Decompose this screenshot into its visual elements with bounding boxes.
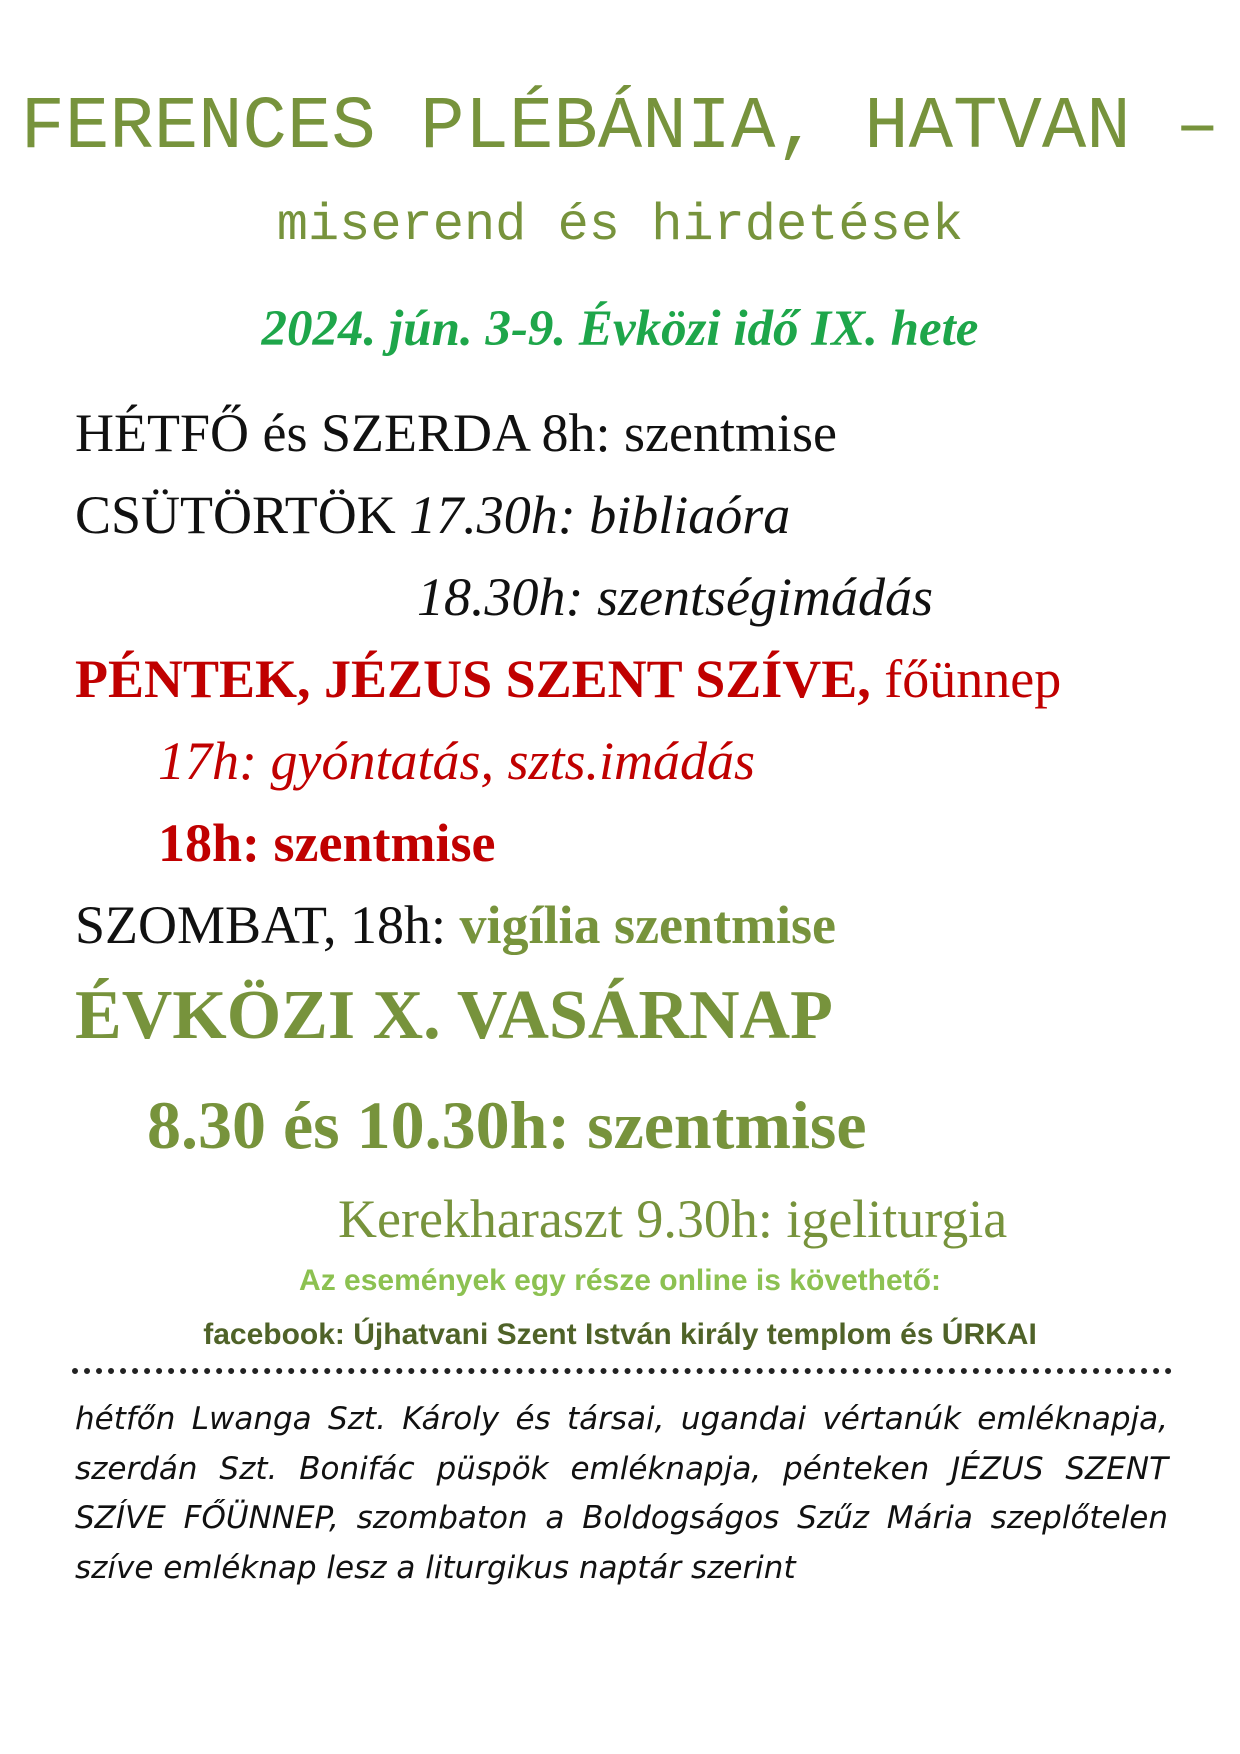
sunday-title: ÉVKÖZI X. VASÁRNAP (75, 977, 833, 1054)
schedule-friday (75, 648, 1061, 710)
thursday-item-adoration: 18.30h: szentségimádás (417, 567, 933, 627)
friday-rank: főünnep (870, 649, 1062, 709)
friday-item-mass: 18h: szentmise (158, 813, 496, 873)
thursday-item-bible-hour: 17.30h: bibliaóra (409, 485, 791, 545)
schedule-saturday (75, 894, 836, 956)
friday-item-confession: 17h: gyóntatás, szts.imádás (158, 731, 756, 791)
thursday-day-label: CSÜTÖRTÖK (75, 485, 396, 545)
page-title: FERENCES PLÉBÁNIA, HATVAN – (20, 86, 1220, 170)
dotted-divider (72, 1368, 1172, 1374)
saturday-item: vigília szentmise (459, 895, 836, 955)
schedule-monday-wednesday: HÉTFŐ és SZERDA 8h: szentmise (75, 403, 837, 463)
kerekharaszt-liturgy: Kerekharaszt 9.30h: igeliturgia (338, 1189, 1008, 1249)
saturday-day-label: SZOMBAT, 18h: (75, 895, 460, 955)
page-subtitle: miserend és hirdetések (276, 196, 964, 255)
liturgical-notes: hétfőn Lwanga Szt. Károly és társai, ugandai vértanúk emléknapja, szerdán Szt. Bonifác püspök emléknapja, pénteken JÉZUS SZENT SZÍVE FŐÜNNEP, szombaton a Boldogságos Szűz Mária szeplőtelen szíve emléknap lesz a liturgikus naptár szerint (75, 1401, 1168, 1586)
sunday-masses: 8.30 és 10.30h: szentmise (147, 1087, 867, 1163)
date-line: 2024. jún. 3-9. Évközi idő IX. hete (261, 301, 979, 357)
online-note: Az események egy része online is követhető: (299, 1264, 941, 1297)
facebook-note: facebook: Újhatvani Szent István király templom és ÚRKAI (203, 1318, 1037, 1351)
schedule-thursday (75, 484, 790, 546)
friday-day-label: PÉNTEK, JÉZUS SZENT SZÍVE, (75, 649, 871, 709)
